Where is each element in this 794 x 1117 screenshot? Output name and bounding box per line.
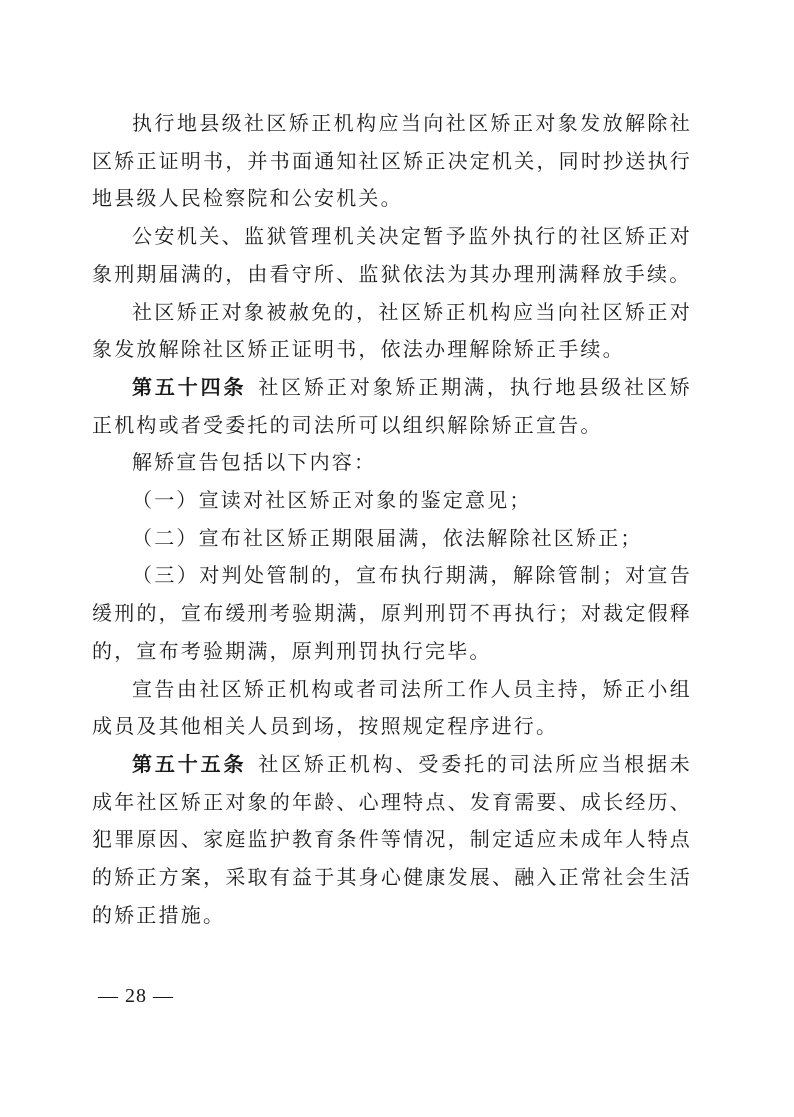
list-item-3-text: （三）对判处管制的，宣布执行期满，解除管制；对宣告缓刑的，宣布缓刑考验期满，原判刑罚不再执行；对裁定假释的，宣布考验期满，原判刑罚执行完毕。 xyxy=(92,563,692,663)
article-55-text: 社区矫正机构、受委托的司法所应当根据未成年社区矫正对象的年龄、心理特点、发育需要、成长经历、犯罪原因、家庭监护教育条件等情况，制定适应未成年人特点的矫正方案，采取有益于其身心健康发展、融入正常社会生活的矫正措施。 xyxy=(92,751,692,927)
article-55 xyxy=(92,746,692,935)
list-item-1-text: （一）宣读对社区矫正对象的鉴定意见； xyxy=(132,488,532,513)
article-54-heading: 第五十四条 xyxy=(132,374,247,399)
article-55-heading: 第五十五条 xyxy=(132,751,247,776)
paragraph-1-text: 执行地县级社区矫正机构应当向社区矫正对象发放解除社区矫正证明书，并书面通知社区矫正决定机关，同时抄送执行地县级人民检察院和公安机关。 xyxy=(92,111,692,211)
list-item-2 xyxy=(92,520,692,558)
paragraph-5 xyxy=(92,444,692,482)
article-54 xyxy=(92,369,692,444)
page-number: — 28 — xyxy=(98,985,174,1007)
paragraph-9-text: 宣告由社区矫正机构或者司法所工作人员主持，矫正小组成员及其他相关人员到场，按照规定程序进行。 xyxy=(92,676,692,739)
paragraph-2 xyxy=(92,218,692,293)
paragraph-3 xyxy=(92,294,692,369)
paragraph-9 xyxy=(92,671,692,746)
paragraph-5-text: 解矫宣告包括以下内容： xyxy=(132,450,377,475)
list-item-3 xyxy=(92,557,692,670)
paragraph-2-text: 公安机关、监狱管理机关决定暂予监外执行的社区矫正对象刑期届满的，由看守所、监狱依法为其办理刑满释放手续。 xyxy=(92,224,692,286)
paragraph-1 xyxy=(92,105,692,218)
list-item-2-text: （二）宣布社区矫正期限届满，依法解除社区矫正； xyxy=(132,525,643,550)
paragraph-3-text: 社区矫正对象被赦免的，社区矫正机构应当向社区矫正对象发放解除社区矫正证明书，依法办理解除矫正手续。 xyxy=(92,299,692,362)
article-54-text: 社区矫正对象矫正期满，执行地县级社区矫正机构或者受委托的司法所可以组织解除矫正宣告。 xyxy=(92,374,692,437)
list-item-1 xyxy=(92,482,692,520)
document-body xyxy=(92,105,692,934)
